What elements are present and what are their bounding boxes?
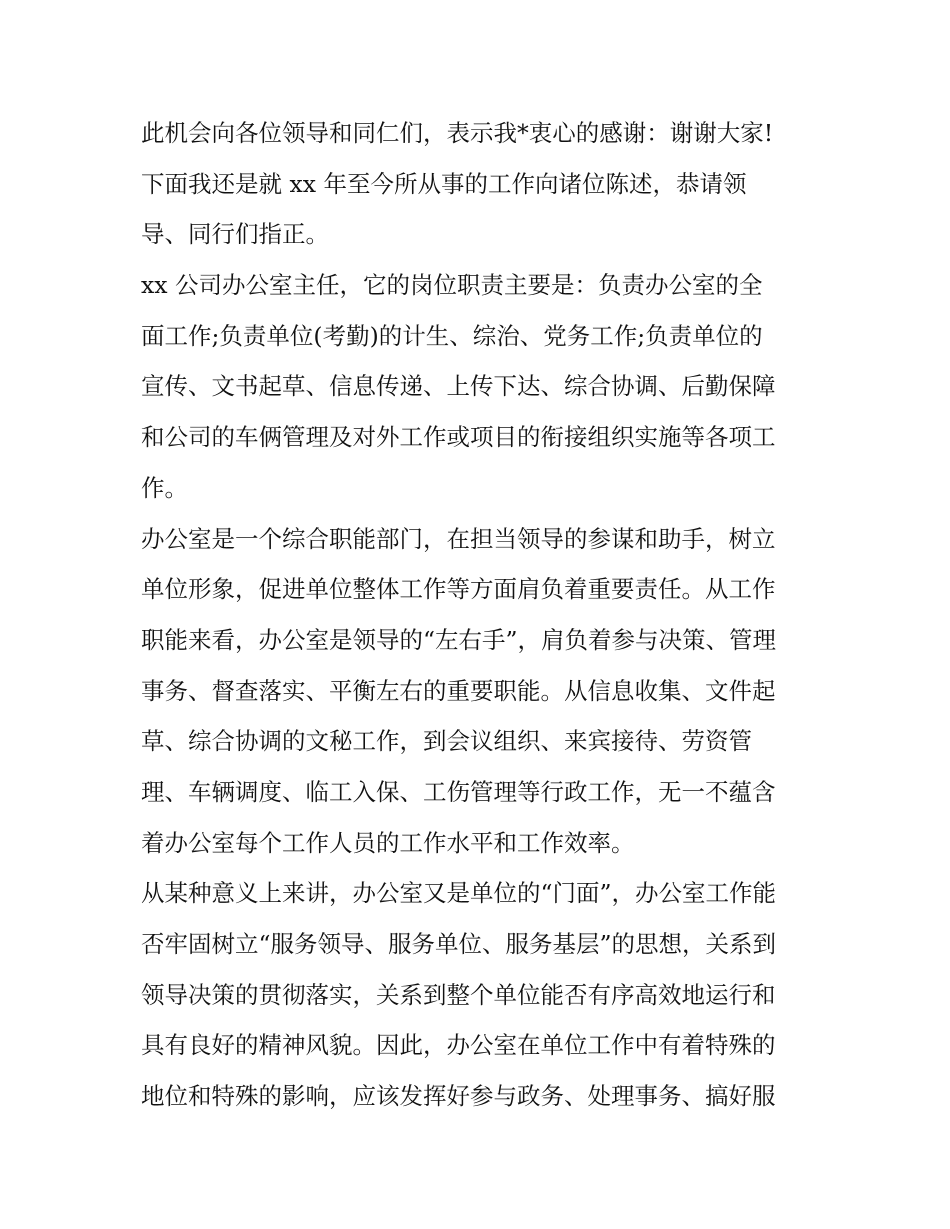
text-line: 宣传、文书起草、信息传递、上传下达、综合协调、后勤保障 — [141, 372, 776, 401]
text-line: 此机会向各位领导和同仁们，表示我*衷心的感谢：谢谢大家! — [141, 119, 774, 147]
text-line: 从某种意义上来讲，办公室又是单位的“门面”，办公室工作能 — [141, 879, 777, 908]
text-line: 事务、督查落实、平衡左右的重要职能。从信息收集、文件起 — [141, 676, 776, 705]
text-line: 下面我还是就 xx 年至今所从事的工作向诸位陈述，恭请领 — [141, 169, 747, 198]
text-line: 作。 — [141, 473, 188, 502]
text-line: 地位和特殊的影响，应该发挥好参与政务、处理事务、搞好服 — [141, 1082, 776, 1111]
text-line: 具有良好的精神风貌。因此，办公室在单位工作中有着特殊的 — [141, 1031, 776, 1060]
text-line: 面工作;负责单位(考勤)的计生、综治、党务工作;负责单位的 — [141, 321, 763, 350]
text-line: 和公司的车俩管理及对外工作或项目的衔接组织实施等各项工 — [141, 423, 776, 452]
text-line: 办公室是一个综合职能部门，在担当领导的参谋和助手，树立 — [141, 524, 776, 553]
text-line: 单位形象，促进单位整体工作等方面肩负着重要责任。从工作 — [141, 575, 776, 604]
text-line: 否牢固树立“服务领导、服务单位、服务基层”的思想，关系到 — [141, 930, 777, 958]
text-line: xx 公司办公室主任，它的岗位职责主要是：负责办公室的全 — [141, 271, 763, 300]
document-body — [141, 108, 831, 1122]
text-line: 理、车辆调度、临工入保、工伤管理等行政工作，无一不蕴含 — [141, 777, 776, 806]
text-line: 职能来看，办公室是领导的“左右手”，肩负着参与决策、管理 — [141, 625, 777, 654]
text-line: 导、同行们指正。 — [141, 220, 329, 249]
text-line: 草、综合协调的文秘工作，到会议组织、来宾接待、劳资管 — [141, 727, 752, 756]
text-line: 领导决策的贯彻落实，关系到整个单位能否有序高效地运行和 — [141, 980, 776, 1009]
text-line: 着办公室每个工作人员的工作水平和工作效率。 — [141, 828, 635, 857]
